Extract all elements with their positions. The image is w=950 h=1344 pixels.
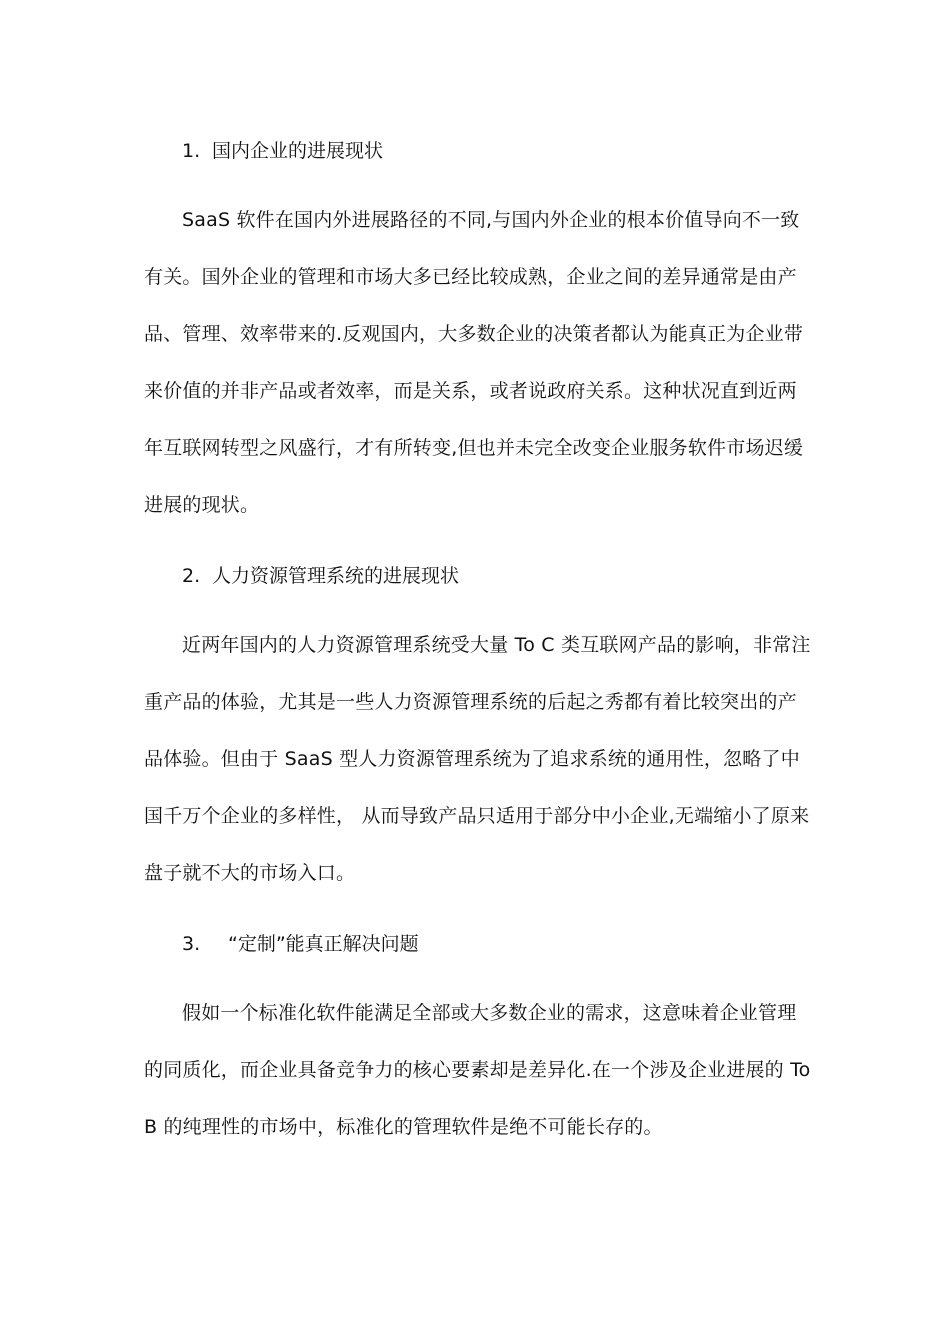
paragraph-line: 国千万个企业的多样性， 从而导致产品只适用于部分中小企业,无端缩小了原来	[144, 805, 810, 827]
paragraph-line: 有关。国外企业的管理和市场大多已经比较成熟，企业之间的差异通常是由产	[144, 266, 797, 288]
paragraph-line: SaaS 软件在国内外进展路径的不同,与国内外企业的根本价值导向不一致	[182, 209, 800, 231]
paragraph-line: 年互联网转型之风盛行，才有所转变,但也并未完全改变企业服务软件市场迟缓	[144, 437, 804, 459]
paragraph-line: 近两年国内的人力资源管理系统受大量 To C 类互联网产品的影响，非常注	[182, 634, 811, 656]
section-number: 2.	[182, 565, 201, 587]
paragraph-line: 假如一个标准化软件能满足全部或大多数企业的需求，这意味着企业管理	[182, 1002, 797, 1024]
section-title: 国内企业的进展现状	[212, 140, 384, 162]
paragraph-line: 重产品的体验，尤其是一些人力资源管理系统的后起之秀都有着比较突出的产	[144, 691, 797, 713]
section-number: 1.	[182, 140, 201, 162]
paragraph-line: 进展的现状。	[144, 494, 260, 516]
paragraph-line: 品、管理、效率带来的.反观国内，大多数企业的决策者都认为能真正为企业带	[144, 323, 804, 345]
paragraph-line: 盘子就不大的市场入口。	[144, 862, 356, 884]
paragraph-line: 的同质化，而企业具备竞争力的核心要素却是差异化.在一个涉及企业进展的 To	[144, 1059, 811, 1081]
section-title: “定制”能真正解决问题	[228, 933, 419, 955]
paragraph-line: B 的纯理性的市场中，标准化的管理软件是绝不可能长存的。	[144, 1116, 663, 1138]
section-title: 人力资源管理系统的进展现状	[212, 565, 460, 587]
section-heading-2	[182, 564, 459, 588]
section-heading-1	[182, 139, 383, 163]
paragraph-line: 来价值的并非产品或者效率，而是关系，或者说政府关系。这种状况直到近两	[144, 380, 797, 402]
section-heading-3	[182, 932, 419, 956]
paragraph-line: 品体验。但由于 SaaS 型人力资源管理系统为了追求系统的通用性，忽略了中	[144, 748, 800, 770]
section-number: 3.	[182, 933, 201, 955]
